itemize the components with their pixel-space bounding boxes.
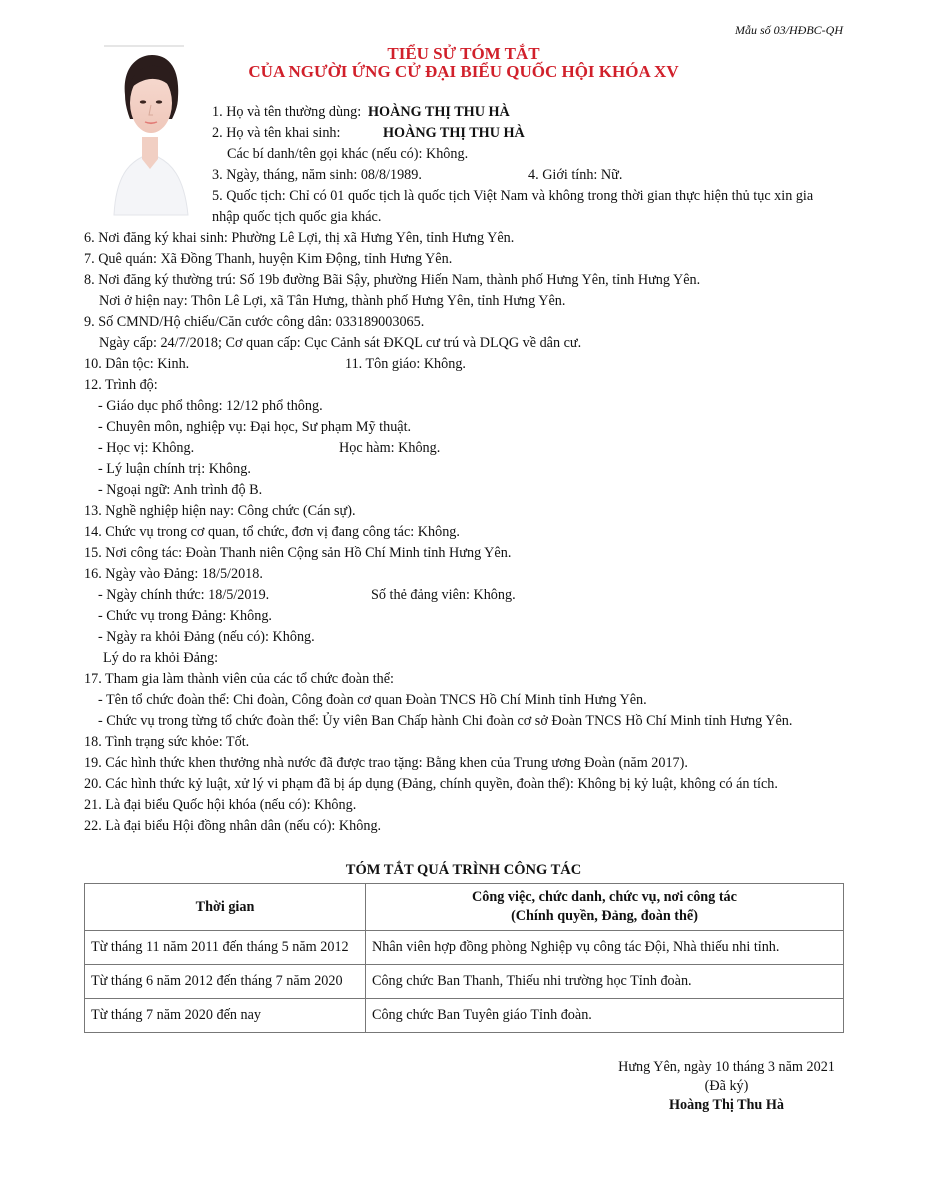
field-birth-name-value: HOÀNG THỊ THU HÀ — [383, 125, 525, 141]
field-dob: 3. Ngày, tháng, năm sinh: 08/8/1989. — [212, 167, 422, 183]
field-party-card: Số thẻ đảng viên: Không. — [371, 587, 516, 603]
field-workplace: 15. Nơi công tác: Đoàn Thanh niên Cộng sản Hồ Chí Minh tỉnh Hưng Yên. — [84, 545, 512, 561]
signature-place-date: Hưng Yên, ngày 10 tháng 3 năm 2021 — [618, 1059, 835, 1075]
field-ethnicity: 10. Dân tộc: Kinh. — [84, 356, 190, 372]
cell-job: Công chức Ban Tuyên giáo Tỉnh đoàn. — [366, 999, 844, 1033]
cell-time: Từ tháng 7 năm 2020 đến nay — [85, 999, 366, 1033]
portrait-image — [108, 45, 192, 217]
column-header-job — [366, 884, 844, 931]
field-common-name-label: 1. Họ và tên thường dùng: — [212, 104, 362, 120]
field-aliases: Các bí danh/tên gọi khác (nếu có): Không. — [227, 146, 469, 162]
field-general-education: - Giáo dục phổ thông: 12/12 phổ thông. — [98, 398, 323, 414]
field-permanent-residence: 8. Nơi đăng ký thường trú: Số 19b đường Bãi Sậy, phường Hiến Nam, thành phố Hưng Yên, tỉnh Hưng Yên. — [84, 272, 701, 288]
field-council-delegate: 22. Là đại biểu Hội đồng nhân dân (nếu có): Không. — [84, 818, 382, 834]
field-na-delegate: 21. Là đại biểu Quốc hội khóa (nếu có): Không. — [84, 797, 357, 813]
table-header-row — [85, 884, 844, 931]
field-common-name-value: HOÀNG THỊ THU HÀ — [368, 104, 510, 120]
table-row — [85, 931, 844, 965]
organizations-heading: 17. Tham gia làm thành viên của các tổ chức đoàn thể: — [84, 671, 394, 687]
cell-job: Nhân viên hợp đồng phòng Nghiệp vụ công tác Đội, Nhà thiếu nhi tỉnh. — [366, 931, 844, 965]
field-party-position: - Chức vụ trong Đảng: Không. — [98, 608, 272, 624]
table-row — [85, 999, 844, 1033]
field-specialization: - Chuyên môn, nghiệp vụ: Đại học, Sư phạm Mỹ thuật. — [98, 419, 412, 435]
field-birth-name-label: 2. Họ và tên khai sinh: — [212, 125, 341, 141]
field-organization-names: - Tên tổ chức đoàn thể: Chi đoàn, Công đoàn cơ quan Đoàn TNCS Hồ Chí Minh tỉnh Hưng Yên. — [98, 692, 647, 708]
field-occupation: 13. Nghề nghiệp hiện nay: Công chức (Cán sự). — [84, 503, 356, 519]
field-organization-positions: - Chức vụ trong từng tổ chức đoàn thể: Ủy viên Ban Chấp hành Chi đoàn cơ sở Đoàn TNCS Hồ Chí Minh tỉnh Hưng Yên. — [98, 713, 793, 729]
education-heading: 12. Trình độ: — [84, 377, 158, 393]
column-header-job-line2: (Chính quyền, Đảng, đoàn thể) — [511, 908, 698, 924]
candidate-photo — [108, 45, 192, 217]
field-party-join-date: 16. Ngày vào Đảng: 18/5/2018. — [84, 566, 263, 582]
field-academic-degree: - Học vị: Không. — [98, 440, 195, 456]
field-foreign-language: - Ngoại ngữ: Anh trình độ B. — [98, 482, 263, 498]
work-history-title: TÓM TẮT QUÁ TRÌNH CÔNG TÁC — [345, 862, 582, 878]
field-birth-registration: 6. Nơi đăng ký khai sinh: Phường Lê Lợi, thị xã Hưng Yên, tỉnh Hưng Yên. — [84, 230, 515, 246]
document-subtitle: CỦA NGƯỜI ỨNG CỬ ĐẠI BIỂU QUỐC HỘI KHÓA XV — [248, 62, 679, 81]
signature-name: Hoàng Thị Thu Hà — [668, 1097, 784, 1113]
field-party-official-date: - Ngày chính thức: 18/5/2019. — [98, 587, 270, 603]
field-party-leave-date: - Ngày ra khỏi Đảng (nếu có): Không. — [98, 629, 315, 645]
field-nationality-cont: nhập quốc tịch quốc gia khác. — [212, 209, 382, 225]
field-id-number: 9. Số CMND/Hộ chiếu/Căn cước công dân: 033189003065. — [84, 314, 425, 330]
field-awards: 19. Các hình thức khen thưởng nhà nước đã được trao tặng: Bằng khen của Trung ương Đoàn (năm 2017). — [84, 755, 688, 771]
column-header-time: Thời gian — [85, 884, 366, 931]
field-current-residence: Nơi ở hiện nay: Thôn Lê Lợi, xã Tân Hưng, thành phố Hưng Yên, tỉnh Hưng Yên. — [99, 293, 566, 309]
document-title: TIỂU SỬ TÓM TẮT — [387, 44, 540, 63]
field-health: 18. Tình trạng sức khỏe: Tốt. — [84, 734, 250, 750]
field-political-theory: - Lý luận chính trị: Không. — [98, 461, 251, 477]
field-religion: 11. Tôn giáo: Không. — [345, 356, 466, 372]
field-gender: 4. Giới tính: Nữ. — [528, 167, 623, 183]
work-history-table — [84, 883, 844, 1033]
field-party-leave-reason: Lý do ra khỏi Đảng: — [103, 650, 219, 666]
cell-time: Từ tháng 11 năm 2011 đến tháng 5 năm 2012 — [85, 931, 366, 965]
signature-status: (Đã ký) — [704, 1078, 749, 1094]
field-academic-title: Học hàm: Không. — [339, 440, 441, 456]
photo-edge — [104, 45, 184, 47]
form-number: Mẫu số 03/HĐBC-QH — [735, 23, 843, 37]
column-header-job-line1: Công việc, chức danh, chức vụ, nơi công tác — [472, 889, 737, 905]
cell-job: Công chức Ban Thanh, Thiếu nhi trường học Tỉnh đoàn. — [366, 965, 844, 999]
field-nationality: 5. Quốc tịch: Chỉ có 01 quốc tịch là quốc tịch Việt Nam và không trong thời gian thực hiện thủ tục xin gia — [212, 188, 814, 204]
cell-time: Từ tháng 6 năm 2012 đến tháng 7 năm 2020 — [85, 965, 366, 999]
field-discipline: 20. Các hình thức kỷ luật, xử lý vi phạm đã bị áp dụng (Đảng, chính quyền, đoàn thể): Không bị kỷ luật, không có án tích. — [84, 776, 778, 792]
table-row — [85, 965, 844, 999]
field-position: 14. Chức vụ trong cơ quan, tổ chức, đơn vị đang công tác: Không. — [84, 524, 460, 540]
field-id-issue: Ngày cấp: 24/7/2018; Cơ quan cấp: Cục Cảnh sát ĐKQL cư trú và DLQG về dân cư. — [99, 335, 582, 351]
field-hometown: 7. Quê quán: Xã Đồng Thanh, huyện Kim Động, tỉnh Hưng Yên. — [84, 251, 453, 267]
